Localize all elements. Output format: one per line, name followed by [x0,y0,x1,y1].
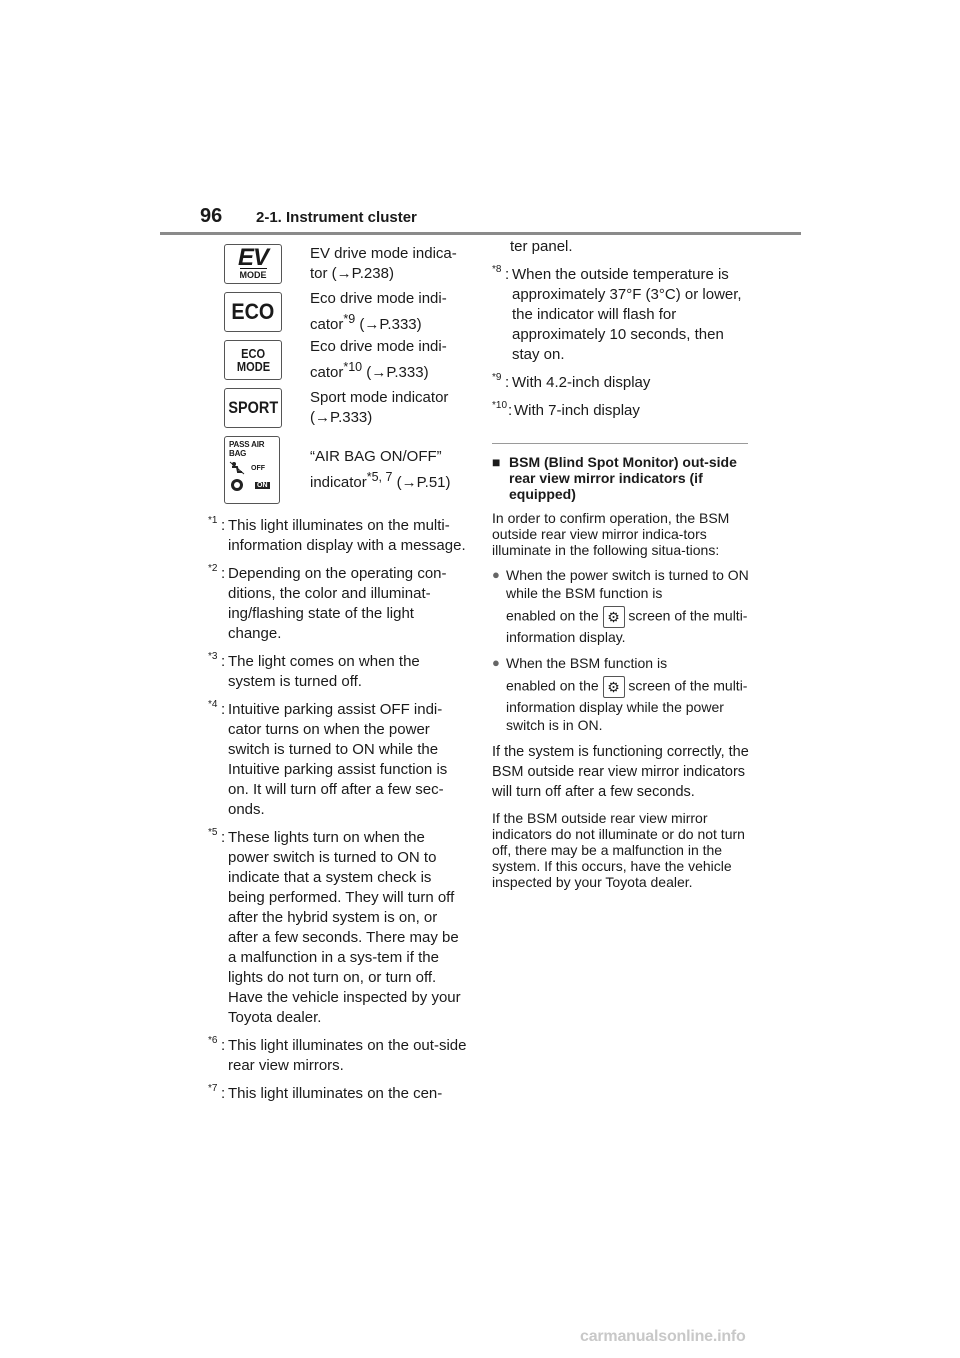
footnote-ref: *9 [343,312,356,326]
bullet-icon: ● [492,567,500,582]
eco-drive-text: Eco drive mode indi-cator$^{*9}$ (→P.333) [310,290,447,333]
airbag-on-label: ON [257,481,268,489]
watermark: carmanualsonline.info [580,1328,746,1345]
bsm-section-heading: ■ BSM (Blind Spot Monitor) out-side rear view mirror indicators (if equipped) [492,454,737,502]
footnote-continuation: ter panel. [510,238,573,255]
footnote: *9 : With 4.2-inch display [492,372,651,391]
bullet-icon: ● [492,655,500,670]
indicator-row [208,336,466,384]
indicator-row [208,288,466,336]
bsm-bullet: ● When the BSM function is enabled on the ⚙ screen of the multi-information display while the power switch is in ON. [492,655,748,733]
page-ref-link[interactable]: P.333) [379,316,422,333]
footnote: *2 : Depending on the operating con-ditions, the color and illuminat-ing/flashing state of the light change. [208,563,447,642]
ev-mode-icon-sub: MODE [239,270,267,280]
footnote: *10 : With 7-inch display [492,400,640,419]
airbag-off-label: OFF [251,464,265,472]
indicator-table [208,240,466,508]
ev-mode-icon-label: EV [237,244,268,271]
footnote: *5 : These lights turn on when the power switch is turned to ON to indicate that a system check is being performed. They will turn off after the hybrid system is on, or after a few seconds. There may be a malfunction in a sys-tem if the lights do not turn on, or turn off. Have the vehicle inspected by your Toyota dealer. [208,827,461,1026]
bsm-intro: In order to confirm operation, the BSM outside rear view mirror indica-tors illuminate in the following situa-tions: [492,510,730,558]
right-column [492,240,754,890]
page-ref-link[interactable]: P.333) [330,409,373,426]
arrow-icon: → [401,474,417,491]
arrow-icon: → [336,265,352,282]
bsm-paragraph: If the BSM outside rear view mirror indicators do not illuminate or do not turn off, there may be a malfunction in the system. If this occurs, have the vehicle inspected by your Toyota dealer. [492,810,745,890]
indicator-row [208,384,466,432]
page-ref-link[interactable]: P.238) [351,265,394,282]
footnote: *1 : This light illuminates on the multi-information display with a message. [208,515,466,554]
footnote: *3 : The light comes on when the system is turned off. [208,651,420,690]
left-column [208,240,468,1104]
airbag-text: “AIR BAG ON/OFF” indicator$^{*5, 7}$ (→P.51) [310,448,451,491]
header-rule [160,232,801,235]
airbag-icon-label: PASS AIR BAG [229,440,265,458]
footnote-ref: *5, 7 [366,470,393,484]
bsm-paragraph: If the system is functioning correctly, the BSM outside rear view mirror indicators will turn off after a few seconds. [492,744,749,800]
arrow-icon: → [371,364,387,381]
arrow-icon: → [364,316,380,333]
seat-belt-warning-icon [229,478,245,492]
section-divider [492,443,748,444]
airbag-icon [224,436,280,504]
sport-icon-label: SPORT [228,398,278,417]
eco-mode-icon [224,340,282,380]
indicator-row [208,432,466,508]
footnote: *6 : This light illuminates on the out-side rear view mirrors. [208,1035,467,1074]
settings-gear-icon: ⚙ [603,676,625,698]
page-number: 96 [200,205,223,227]
eco-icon [224,292,282,332]
settings-gear-icon: ⚙ [603,606,625,628]
footnote: *4 : Intuitive parking assist OFF indi-cator turns on when the power switch is turned to ON while the Intuitive parking assist function is on. It will turn off after a few sec-onds. [208,699,448,818]
indicator-row [208,240,466,288]
page-ref-link[interactable]: P.333) [386,364,429,381]
sport-mode-text: Sport mode indicator (→P.333) [310,389,449,426]
eco-drive-mode-text: Eco drive mode indi-cator$^{*10}$ (→P.333) [310,338,447,381]
eco-mode-icon-line2: MODE [236,359,270,374]
ev-mode-icon [224,244,282,284]
arrow-icon: → [315,409,330,426]
ev-mode-text: EV drive mode indica-tor (→P.238) [310,245,457,282]
passenger-seat-icon [229,461,245,475]
eco-mode-icon-line1: ECO [241,346,265,361]
footnote-ref: *10 [343,360,363,374]
bsm-bullet: ● When the power switch is turned to ON while the BSM function is enabled on the ⚙ screen of the multi-information display. [492,567,749,645]
section-title: 2-1. Instrument cluster [256,209,417,226]
sport-icon [224,388,282,428]
footnote: *8 : When the outside temperature is approximately 37°F (3°C) or lower, the indicator will flash for approximately 10 seconds, then stay on. [492,264,742,363]
footnote: *7 : This light illuminates on the cen- [208,1083,443,1102]
eco-icon-label: ECO [231,299,275,324]
section-square-icon: ■ [492,454,501,470]
page-ref-link[interactable]: P.51) [416,474,451,491]
